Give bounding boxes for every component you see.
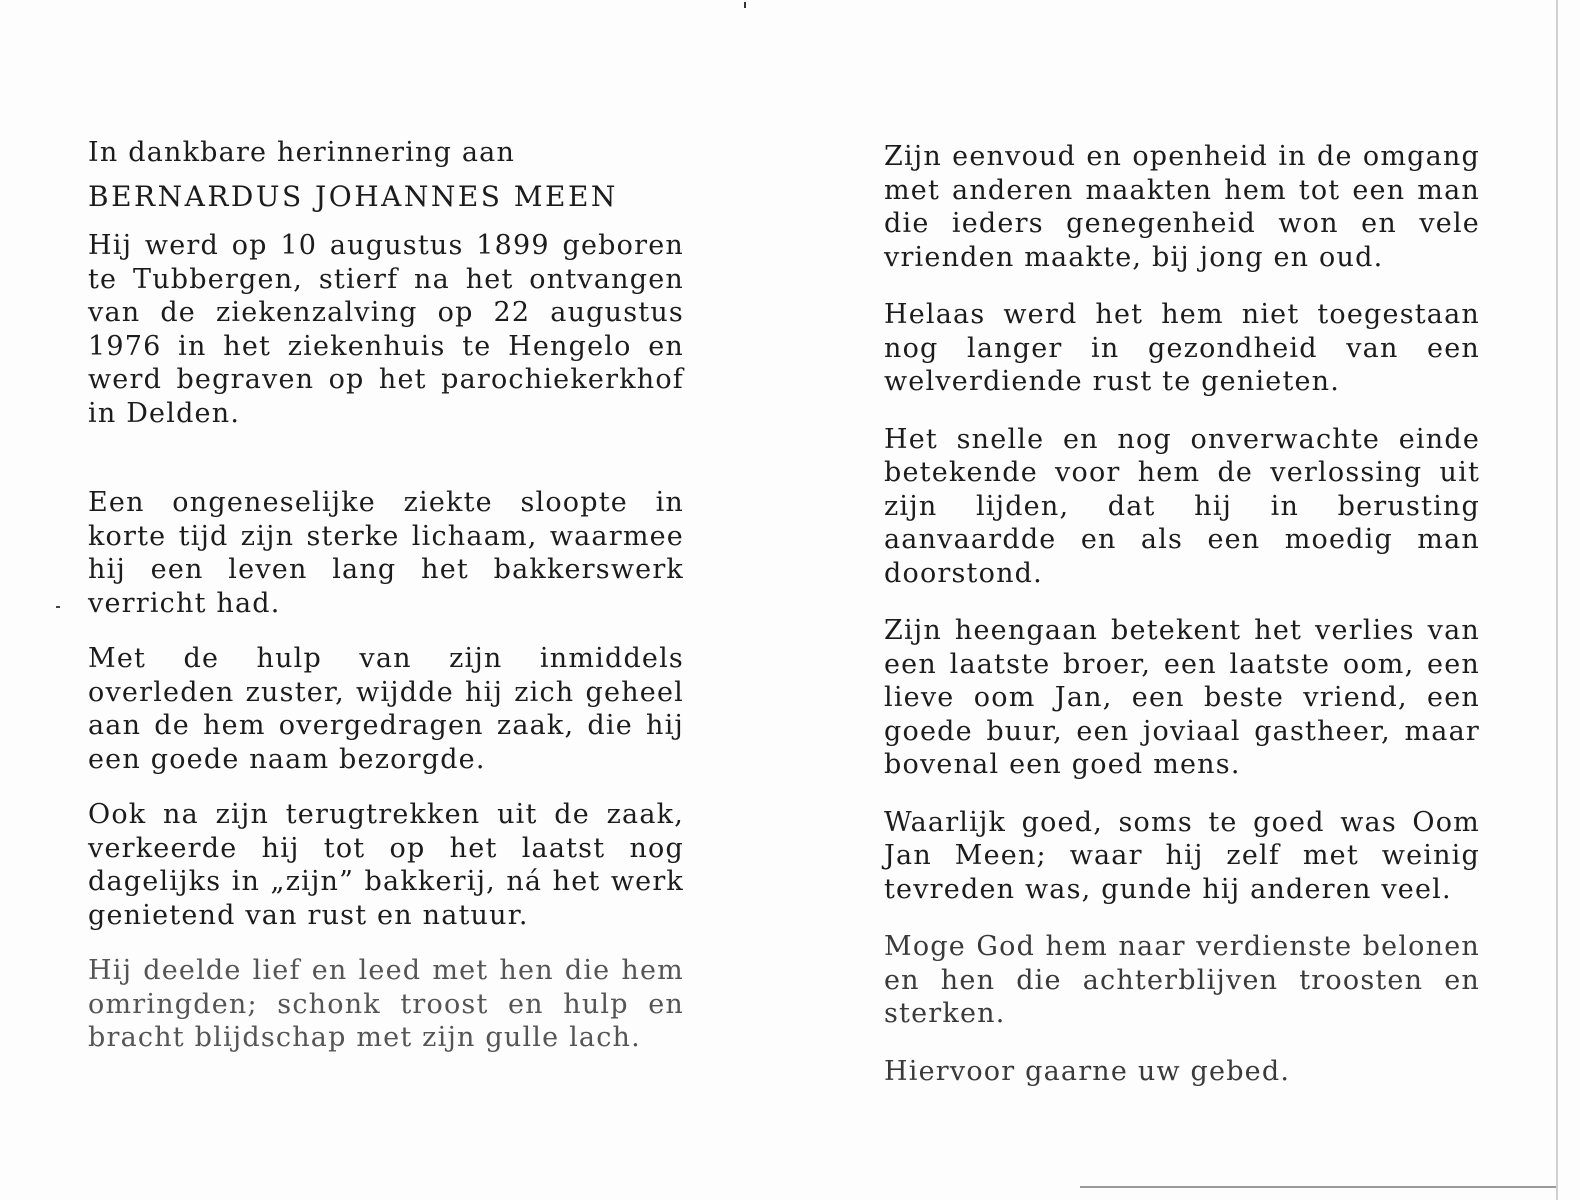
prayer-request: Hiervoor gaarne uw gebed. bbox=[884, 1055, 1291, 1087]
character-paragraph: Hij deelde lief en leed met hen die hem omringden; schonk troost en hulp en bracht blijdschap met zijn gulle lach. bbox=[88, 955, 684, 1053]
left-column bbox=[88, 136, 684, 1077]
dedication-line: In dankbare herinnering aan bbox=[88, 137, 516, 168]
blessing-paragraph: Moge God hem naar verdienste belonen en hen die achterblijven troosten en sterken. bbox=[884, 931, 1480, 1029]
biography-paragraph: Hij werd op 10 augustus 1899 geboren te Tubbergen, stierf na het ontvangen van de ziekenzalving op 22 augustus 1976 in het ziekenhuis te Hengelo en werd begraven op het parochiekerkhof in Delden. bbox=[88, 230, 684, 429]
card-edge-right bbox=[1556, 0, 1558, 1200]
illness-paragraph: Een ongeneselijke ziekte sloopte in korte tijd zijn sterke lichaam, waarmee hij een leven lang het bakkerswerk verricht had. bbox=[88, 487, 684, 619]
card-edge-bottom bbox=[1080, 1186, 1556, 1188]
business-paragraph: Met de hulp van zijn inmiddels overleden zuster, wijdde hij zich geheel aan de hem overgedragen zaak, die hij een goede naam bezorgde. bbox=[88, 643, 684, 775]
right-column bbox=[884, 140, 1480, 1112]
end-paragraph: Het snelle en nog onverwachte einde betekende voor hem de verlossing uit zijn lijden, dat hij in berusting aanvaardde en als een moedig man doorstond. bbox=[884, 423, 1480, 589]
goodness-paragraph: Waarlijk goed, soms te goed was Oom Jan Meen; waar hij zelf met weinig tevreden was, gunde hij anderen veel. bbox=[884, 806, 1480, 905]
retirement-paragraph: Ook na zijn terugtrekken uit de zaak, verkeerde hij tot op het laatst nog dagelijks in „zijn” bakkerij, ná het werk genietend van rust en natuur. bbox=[88, 799, 684, 931]
rest-paragraph: Helaas werd het hem niet toegestaan nog langer in gezondheid van een welverdiende rust te genieten. bbox=[884, 299, 1480, 397]
margin-mark bbox=[56, 606, 60, 608]
personality-paragraph: Zijn eenvoud en openheid in de omgang met anderen maakten hem tot een man die ieders genegenheid won en vele vrienden maakte, bij jong en oud. bbox=[884, 141, 1480, 273]
deceased-name: BERNARDUS JOHANNES MEEN bbox=[88, 179, 618, 213]
loss-paragraph: Zijn heengaan betekent het verlies van een laatste broer, een laatste oom, een lieve oom Jan, een beste vriend, een goede buur, een joviaal gastheer, maar bovenal een goed mens. bbox=[884, 615, 1480, 780]
fold-mark bbox=[744, 2, 746, 8]
